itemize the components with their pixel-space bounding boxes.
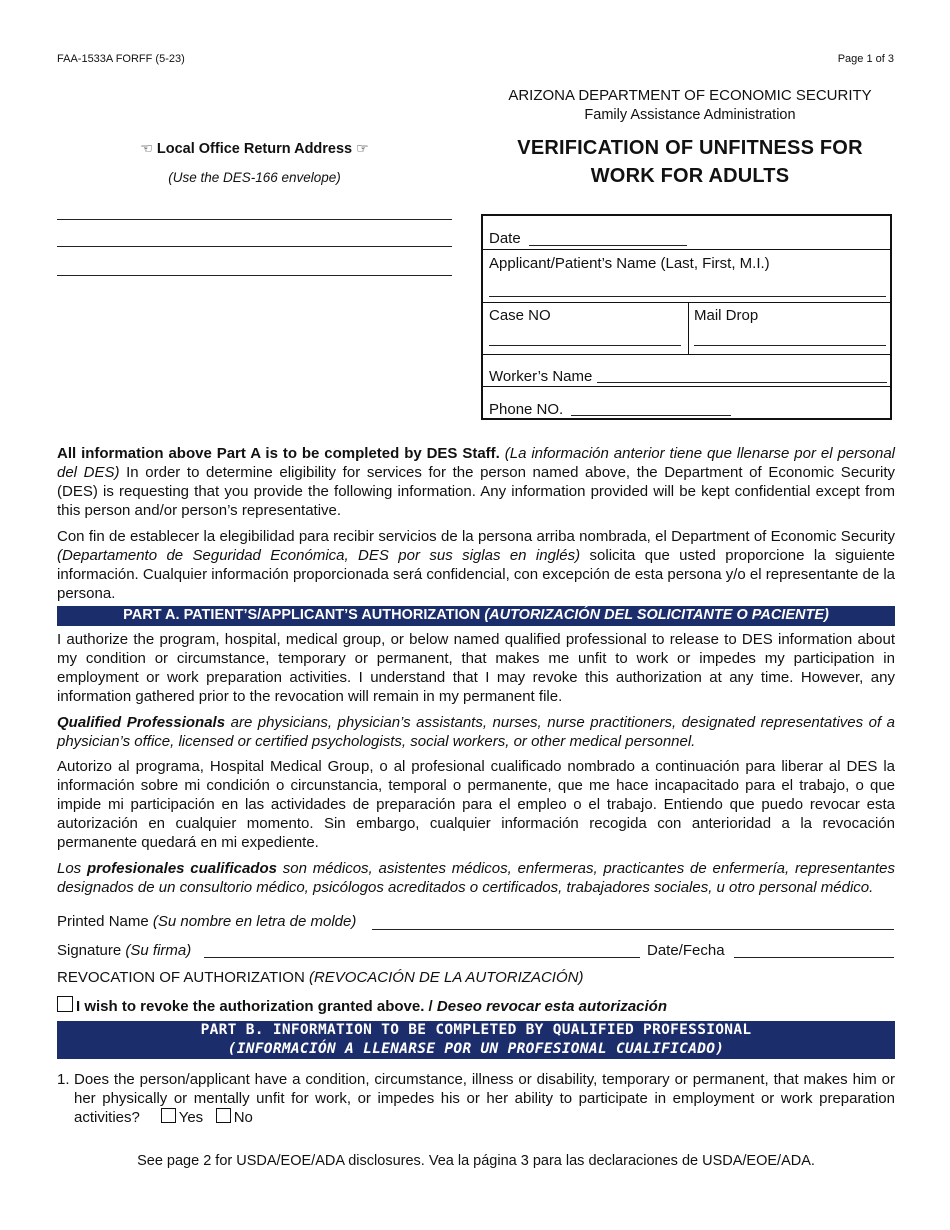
phone-label: Phone NO.: [489, 401, 564, 418]
pc-definition: son médicos, asistentes médicos, enfermeras, practicantes de enfermería, representantes designados de un consultorio médico, psicólogos acreditados o certificados, trabajadores sociales, u otro personal médico.: [57, 860, 896, 896]
question-1-number: 1.: [57, 1071, 70, 1088]
intro-paragraph-en: [57, 444, 895, 520]
revoke-label: I wish to revoke the authorization granted above. /: [76, 998, 433, 1015]
divider: [483, 249, 890, 250]
yes-label: Yes: [178, 1109, 204, 1126]
revocation-label-es: (REVOCACIÓN DE LA AUTORIZACIÓN): [308, 969, 584, 986]
date-label: Date: [489, 230, 521, 247]
signature-label: Signature: [57, 942, 122, 959]
intro-es-italic: (Departamento de Seguridad Económica, DES por sus siglas en inglés): [57, 547, 581, 564]
pc-term: profesionales cualificados: [86, 860, 277, 877]
form-title-line-1: VERIFICATION OF UNFITNESS FOR: [517, 137, 863, 159]
part-b-title: PART B. INFORMATION TO BE COMPLETED BY QUALIFIED PROFESSIONAL: [200, 1022, 752, 1038]
intro-lead-es: (La información anterior tiene que llenarse por el personal del DES): [57, 445, 895, 481]
part-b-title-es: (INFORMACIÓN A LLENARSE POR UN PROFESIONAL CUALIFICADO): [227, 1041, 725, 1057]
printed-name-row: [57, 913, 895, 930]
revocation-heading: [57, 969, 895, 986]
mail-drop-label: Mail Drop: [694, 307, 759, 324]
signature-label-es: (Su firma): [125, 942, 192, 959]
return-address-text: Local Office Return Address: [156, 141, 353, 157]
divider: [688, 302, 689, 354]
revoke-label-es: Deseo revocar esta autorización: [436, 998, 668, 1015]
pc-pre: Los: [57, 860, 82, 877]
qualified-professionals-es: [57, 859, 895, 897]
address-line-1[interactable]: [57, 219, 452, 220]
date-fecha-field[interactable]: [734, 957, 894, 958]
envelope-note: (Use the DES-166 envelope): [168, 170, 341, 185]
case-no-field[interactable]: [489, 345, 681, 346]
pointing-hand-right-icon: ☞: [356, 140, 369, 156]
footer-disclosure: See page 2 for USDA/EOE/ADA disclosures. Vea la página 3 para las declaraciones de USDA/EOE/ADA.: [137, 1153, 815, 1169]
part-a-title-es: (AUTORIZACIÓN DEL SOLICITANTE O PACIENTE): [484, 607, 829, 623]
revoke-row: [57, 996, 895, 1015]
address-line-2[interactable]: [57, 246, 452, 247]
revoke-checkbox[interactable]: [57, 996, 73, 1012]
date-field[interactable]: [529, 245, 687, 246]
printed-name-label-es: (Su nombre en letra de molde): [152, 913, 357, 930]
intro-es-1: Con fin de establecer la elegibilidad para recibir servicios de la persona arriba nombrada, el Department of Economic Security: [57, 528, 895, 545]
form-id: FAA-1533A FORFF (5-23): [57, 53, 185, 65]
worker-name-field[interactable]: [597, 382, 887, 383]
printed-name-label: Printed Name: [57, 913, 149, 930]
part-b-heading: [57, 1021, 895, 1059]
intro-body: In order to determine eligibility for services for the person named above, the Department of Economic Security (DES) is requesting that you provide the following information. Any information provided will be kept confidential except from this person and/or person’s representative.: [57, 464, 895, 519]
intro-paragraph-es: [57, 527, 895, 603]
part-a-title: PART A. PATIENT’S/APPLICANT’S AUTHORIZATION: [123, 607, 481, 623]
revocation-label: REVOCATION OF AUTHORIZATION: [57, 969, 305, 986]
intro-lead: All information above Part A is to be completed by DES Staff.: [57, 445, 500, 462]
divider: [483, 302, 890, 303]
form-title: [470, 134, 910, 190]
pointing-hand-left-icon: ☜: [140, 140, 153, 156]
division-name: Family Assistance Administration: [584, 107, 796, 123]
form-title-line-2: WORK FOR ADULTS: [590, 165, 790, 187]
date-fecha-label: Date/Fecha: [647, 942, 725, 959]
worker-name-label: Worker’s Name: [489, 368, 593, 385]
return-address-label: [57, 140, 452, 157]
authorization-es: Autorizo al programa, Hospital Medical Group, o al profesional cualificado nombrado a continuación para liberar al DES la información sobre mi condición o circunstancia, temporal o permanente, que me hace incapacitado para el trabajo, o que impide mi participación en las actividades de preparación para el empleo o el trabajo. Entiendo que puedo revocar esta autorización en cualquier momento. Sin embargo, cualquier información recogida con anterioridad a la revocación permanente quedará en mi expediente.: [57, 758, 895, 851]
intro-es-2: solicita que usted proporcione la siguiente información. Cualquier información proporcionada será confidencial, con excepción de esta persona y/o el representante de la persona.: [57, 547, 896, 602]
case-no-label: Case NO: [489, 307, 551, 324]
yes-checkbox[interactable]: [161, 1108, 176, 1123]
authorization-en: I authorize the program, hospital, medical group, or below named qualified professional to release to DES information about my condition or circumstance, temporary or permanent, that makes me unfit to work or impedes my participation in employment or work preparation activities. I understand that I may revoke this authorization at any time. However, any information gathered prior to the revocation will remain in my permanent file.: [57, 631, 895, 705]
staff-info-box: [481, 214, 892, 420]
agency-name: ARIZONA DEPARTMENT OF ECONOMIC SECURITY: [508, 87, 872, 104]
applicant-name-label: Applicant/Patient’s Name (Last, First, M.I.): [489, 255, 770, 272]
part-a-heading: [57, 606, 895, 626]
phone-field[interactable]: [571, 415, 731, 416]
mail-drop-field[interactable]: [694, 345, 886, 346]
applicant-name-field[interactable]: [489, 296, 886, 297]
qp-definition: are physicians, physician’s assistants, nurses, nurse practitioners, designated representatives of a physician’s office, licensed or certified psychologists, social workers, or other medical personnel.: [57, 714, 896, 750]
printed-name-field[interactable]: [372, 929, 894, 930]
page-number: Page 1 of 3: [837, 53, 894, 65]
address-line-3[interactable]: [57, 275, 452, 276]
divider: [483, 386, 890, 387]
divider: [483, 354, 890, 355]
no-label: No: [233, 1109, 253, 1126]
qp-term: Qualified Professionals: [57, 714, 226, 731]
no-checkbox[interactable]: [216, 1108, 231, 1123]
signature-field[interactable]: [204, 957, 640, 958]
question-1-text: Does the person/applicant have a condition, circumstance, illness or disability, temporary or permanent, that makes him or her physically or mentally unfit for work, or impedes his or her ability to participate in employment or work preparation activities?: [74, 1071, 895, 1126]
question-1: [74, 1070, 895, 1127]
qualified-professionals-en: [57, 713, 895, 751]
